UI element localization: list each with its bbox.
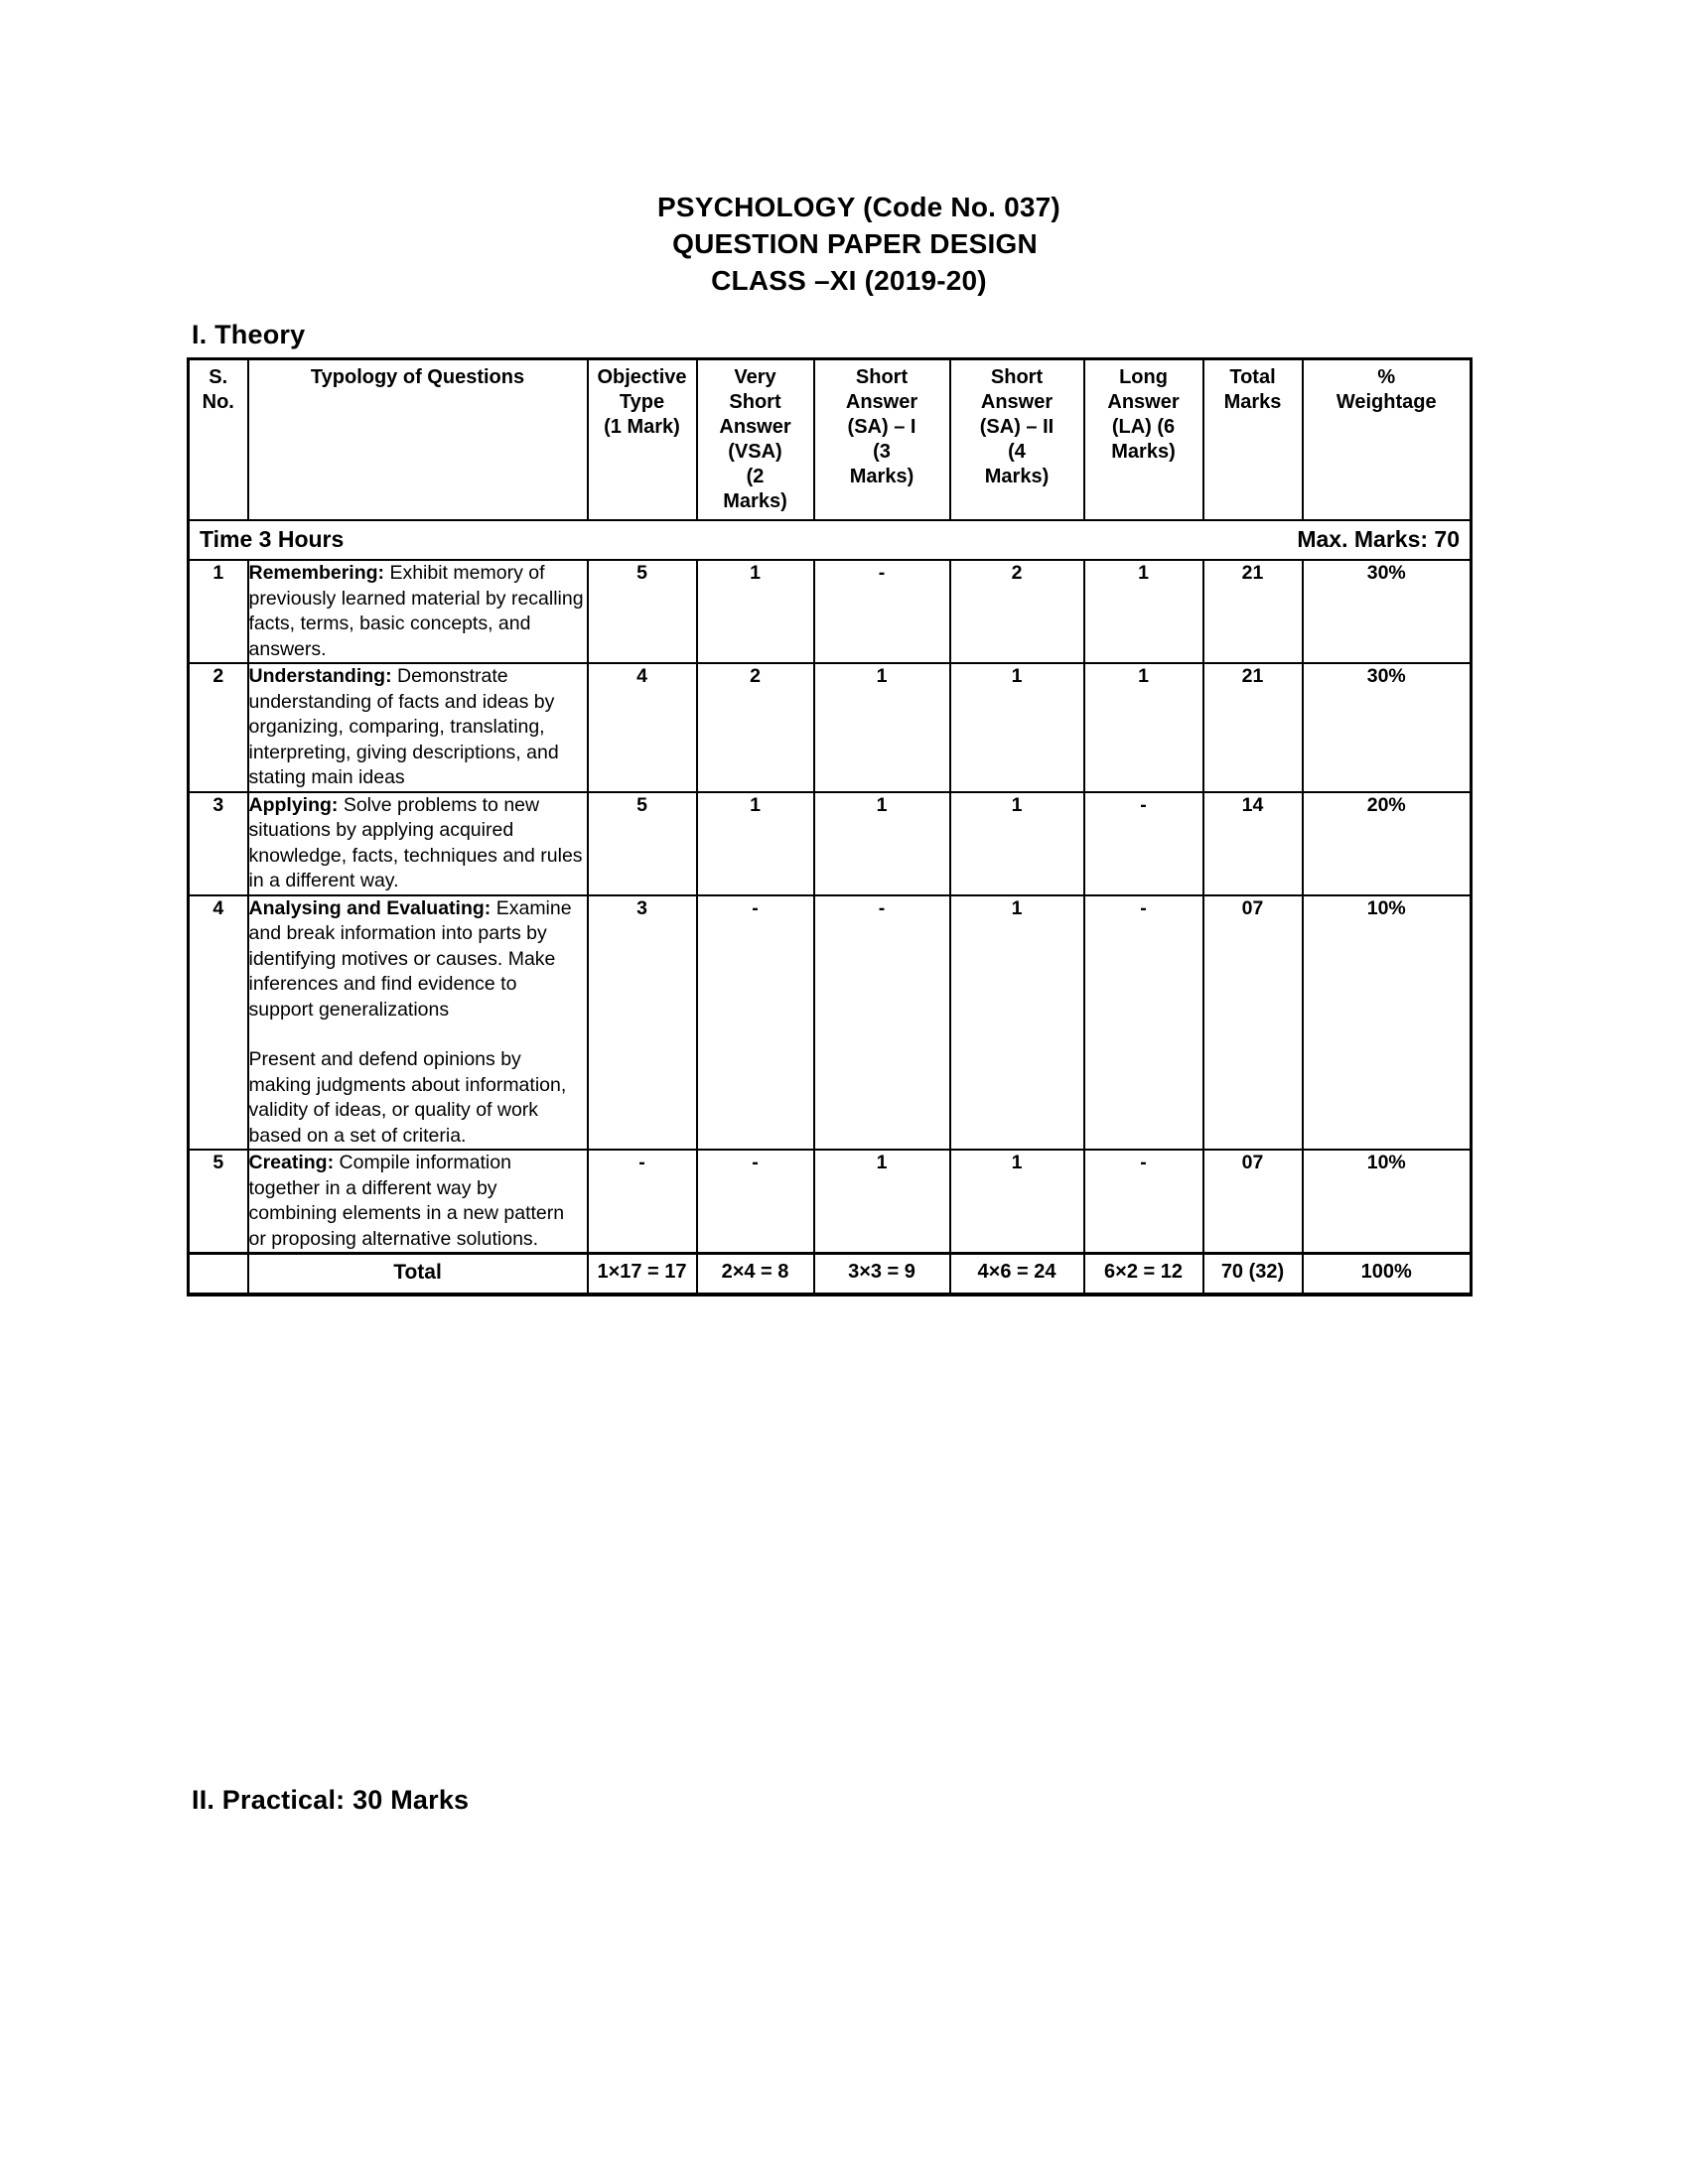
title-line-class: CLASS –XI (2019-20) (711, 265, 987, 296)
row-sno: 1 (189, 560, 248, 663)
sa1-line3: (SA) – I (847, 416, 916, 438)
column-header-sno-line2: No. (202, 391, 234, 413)
la-line4: Marks) (1111, 441, 1176, 463)
row-typology (248, 895, 588, 1151)
column-header-typology: Typology of Questions (248, 359, 588, 521)
table-body (189, 560, 1472, 1295)
row-sa1: - (814, 560, 950, 663)
max-marks-label: Max. Marks: 70 (1297, 526, 1460, 552)
row-typology-title: Analysing and Evaluating: (248, 896, 492, 919)
sa1-line5: Marks) (849, 466, 914, 487)
sa2-line4: (4 (1008, 441, 1026, 463)
row-typology-title: Understanding: (248, 665, 392, 687)
la-line1: Long (1119, 366, 1168, 388)
sa2-line2: Answer (980, 391, 1054, 413)
row-typology-text: Solve problems to new situations by applying acquired knowledge, facts, techniques and rules in a different way. (248, 793, 583, 891)
section-heading-theory: I. Theory (192, 320, 306, 349)
table-header-row (189, 359, 1472, 521)
row-vsa: 1 (697, 560, 814, 663)
sa1-line2: Answer (845, 391, 918, 413)
total-row-la: 6×2 = 12 (1084, 1254, 1203, 1296)
row-typology-text: Demonstrate understanding of facts and ideas by organizing, comparing, translating, interpreting, giving descriptions, and stating main ideas (248, 665, 559, 788)
table-row (189, 895, 1472, 1151)
total-row-vsa: 2×4 = 8 (697, 1254, 814, 1296)
sa2-line3: (SA) – II (979, 416, 1055, 438)
row-weightage: 30% (1303, 663, 1472, 792)
column-header-sno-line1: S. (209, 366, 228, 388)
sa1-line4: (3 (873, 441, 891, 463)
row-sno: 5 (189, 1150, 248, 1254)
total-row-weightage: 100% (1303, 1254, 1472, 1296)
row-la: 1 (1084, 560, 1203, 663)
document-title-block (0, 189, 1688, 299)
row-typology (248, 560, 588, 663)
row-typology (248, 792, 588, 895)
objective-line2: Type (619, 391, 665, 413)
row-la: - (1084, 1150, 1203, 1254)
weightage-line2: Weightage (1336, 391, 1437, 413)
row-typology-title: Remembering: (248, 562, 385, 584)
total-row-sa1: 3×3 = 9 (814, 1254, 950, 1296)
row-sa2: 1 (950, 1150, 1084, 1254)
column-header-long-answer (1084, 359, 1203, 521)
vsa-line2: Short (729, 391, 781, 413)
table-total-row (189, 1254, 1472, 1296)
row-typology-text-2: Present and defend opinions by making judgments about information, validity of ideas, or quality of work based on a set of criteria. (248, 1048, 567, 1147)
row-weightage: 10% (1303, 1150, 1472, 1254)
row-la: - (1084, 792, 1203, 895)
row-la: - (1084, 895, 1203, 1151)
row-objective: 5 (588, 792, 697, 895)
row-typology-text: Examine and break information into parts by identifying motives or causes. Make inferences and find evidence to support generalizations (248, 896, 572, 1021)
row-sa1: 1 (814, 663, 950, 792)
title-line-paper-design: QUESTION PAPER DESIGN (672, 228, 1038, 259)
total-row-sno (189, 1254, 248, 1296)
row-total-marks: 07 (1203, 895, 1303, 1151)
row-weightage: 10% (1303, 895, 1472, 1151)
table-time-bar-cell (189, 520, 1472, 560)
row-weightage: 20% (1303, 792, 1472, 895)
row-objective: - (588, 1150, 697, 1254)
vsa-line3: Answer (719, 416, 791, 438)
total-row-total-marks: 70 (32) (1203, 1254, 1303, 1296)
row-sno: 2 (189, 663, 248, 792)
row-vsa: - (697, 1150, 814, 1254)
column-header-weightage (1303, 359, 1472, 521)
total-marks-line1: Total (1229, 366, 1276, 388)
la-line3: (LA) (6 (1111, 416, 1176, 438)
table-row (189, 663, 1472, 792)
sa1-line1: Short (855, 366, 909, 388)
vsa-line1: Very (734, 366, 776, 388)
row-objective: 5 (588, 560, 697, 663)
row-sa1: 1 (814, 1150, 950, 1254)
objective-line1: Objective (597, 366, 687, 388)
la-line2: Answer (1107, 391, 1180, 413)
row-typology (248, 663, 588, 792)
vsa-line5: (2 (746, 466, 765, 487)
table-row (189, 1150, 1472, 1254)
total-marks-line2: Marks (1223, 391, 1282, 413)
question-paper-design-table (187, 357, 1473, 1297)
row-total-marks: 14 (1203, 792, 1303, 895)
vsa-line4: (VSA) (728, 441, 782, 463)
column-header-short-answer-2 (950, 359, 1084, 521)
total-row-sa2: 4×6 = 24 (950, 1254, 1084, 1296)
total-row-objective: 1×17 = 17 (588, 1254, 697, 1296)
vsa-line6: Marks) (723, 490, 787, 512)
row-la: 1 (1084, 663, 1203, 792)
table-row (189, 792, 1472, 895)
row-total-marks: 21 (1203, 560, 1303, 663)
column-header-total-marks (1203, 359, 1303, 521)
section-heading-practical: II. Practical: 30 Marks (192, 1785, 470, 1815)
row-sa2: 2 (950, 560, 1084, 663)
row-objective: 4 (588, 663, 697, 792)
row-typology-text: Compile information together in a different way by combining elements in a new pattern or proposing alternative solutions. (248, 1152, 565, 1250)
weightage-line1: % (1377, 366, 1396, 388)
row-typology-title: Creating: (248, 1152, 335, 1173)
row-objective: 3 (588, 895, 697, 1151)
row-vsa: 1 (697, 792, 814, 895)
row-sa2: 1 (950, 663, 1084, 792)
question-paper-design-table-wrapper (187, 357, 1470, 1297)
row-sa1: - (814, 895, 950, 1151)
row-sa1: 1 (814, 792, 950, 895)
row-sno: 3 (189, 792, 248, 895)
row-typology-text: Exhibit memory of previously learned material by recalling facts, terms, basic concepts, and answers. (248, 562, 584, 660)
row-weightage: 30% (1303, 560, 1472, 663)
row-sa2: 1 (950, 895, 1084, 1151)
row-total-marks: 07 (1203, 1150, 1303, 1254)
total-row-label: Total (248, 1254, 588, 1296)
row-typology-title: Applying: (248, 793, 339, 816)
table-row (189, 560, 1472, 663)
column-header-objective-type (588, 359, 697, 521)
time-label: Time 3 Hours (200, 526, 345, 552)
column-header-short-answer-1 (814, 359, 950, 521)
column-header-sno (189, 359, 248, 521)
row-typology (248, 1150, 588, 1254)
row-total-marks: 21 (1203, 663, 1303, 792)
row-sno: 4 (189, 895, 248, 1151)
sa2-line1: Short (990, 366, 1044, 388)
objective-line3: (1 Mark) (604, 416, 680, 438)
column-header-very-short-answer (697, 359, 814, 521)
row-sa2: 1 (950, 792, 1084, 895)
sa2-line5: Marks) (984, 466, 1050, 487)
row-vsa: 2 (697, 663, 814, 792)
table-time-bar-row (189, 520, 1472, 560)
title-line-subject: PSYCHOLOGY (Code No. 037) (657, 192, 1060, 222)
row-vsa: - (697, 895, 814, 1151)
